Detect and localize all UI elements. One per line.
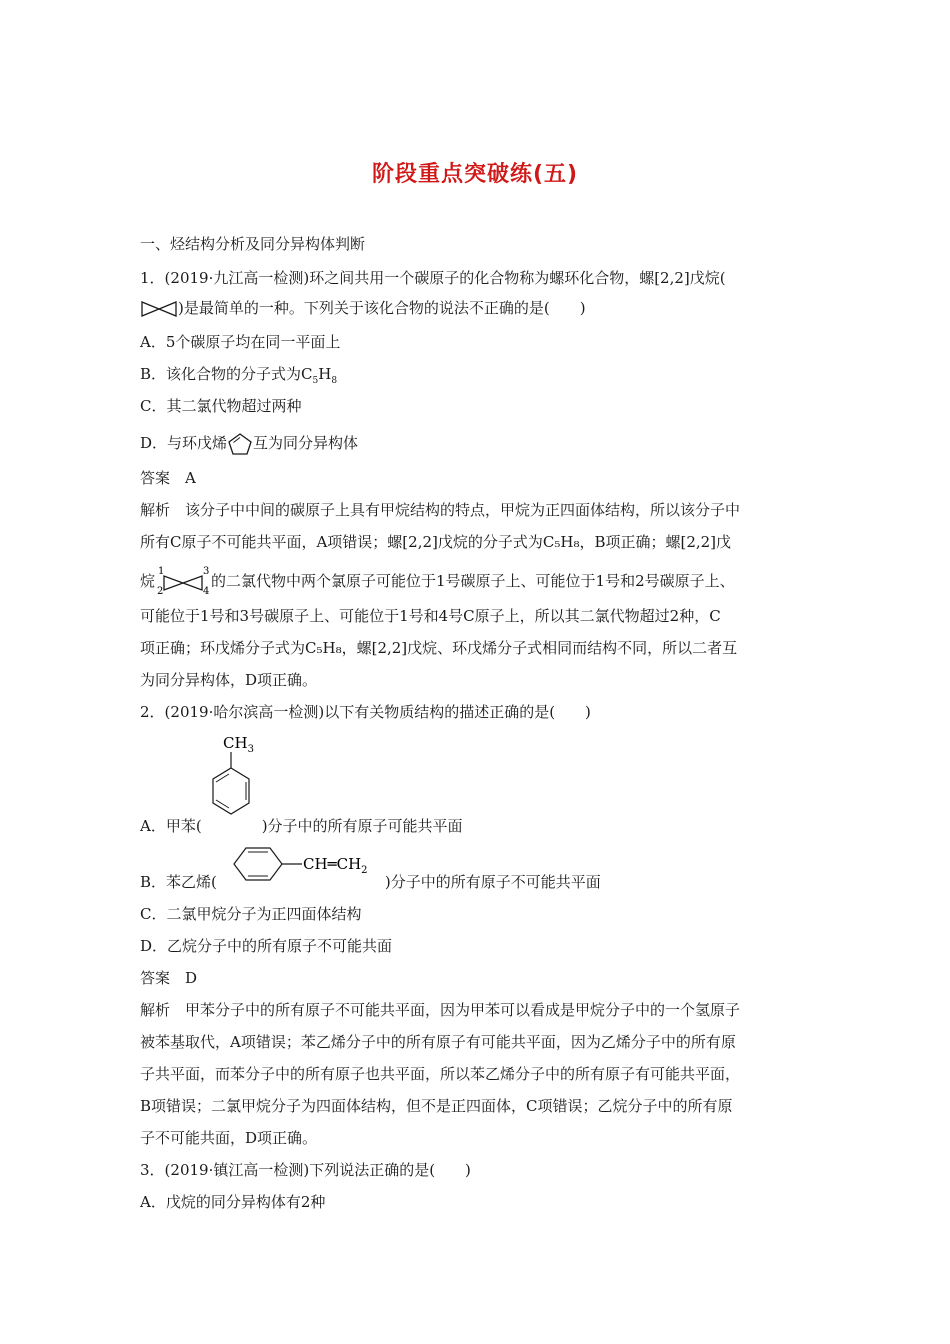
q1-stem-text: )是最简单的一种。下列关于该化合物的说法不正确的是( ) [178,299,586,317]
page-title: 阶段重点突破练(五) [371,162,579,187]
carbon-number-label: 3 [203,566,210,577]
carbon-number-label: 1 [158,566,165,577]
q1-explanation-line1: 解析 该分子中中间的碳原子上具有甲烷结构的特点，甲烷为正四面体结构，所以该分子中 [140,501,741,519]
q1-answer: 答案 A [140,469,196,487]
q1-option-d [140,432,358,456]
q3-option-a: A．戊烷的同分异构体有2种 [140,1193,326,1211]
q2-explanation-line4: B项错误；二氯甲烷分子为四面体结构，但不是正四面体，C项错误；乙烷分子中的所有原 [140,1097,733,1115]
q2-explanation-line2: 被苯基取代，A项错误；苯乙烯分子中的所有原子有可能共平面，因为乙烯分子中的所有原 [140,1033,736,1051]
q3-stem: 3．(2019·镇江高一检测)下列说法正确的是( ) [140,1161,471,1179]
q1-option-c: C．其二氯代物超过两种 [140,397,302,415]
carbon-number-label: 4 [203,586,210,597]
q1-explanation-line3 [140,566,735,598]
q2-option-d: D．乙烷分子中的所有原子不可能共面 [140,937,393,955]
formula-subscript: 5 [312,376,319,386]
q2-option-a [140,816,463,836]
q2-option-a-tail: )分子中的所有原子可能共平面 [261,817,463,835]
q1-option-b [140,364,337,391]
q2-explanation-line5: 子不可能共面，D项正确。 [140,1129,318,1147]
q2-option-c: C．二氯甲烷分子为正四面体结构 [140,905,362,923]
q2-answer: 答案 D [140,969,198,987]
q1-explanation-line4: 可能位于1号和3号碳原子上、可能位于1号和4号C原子上，所以其二氯代物超过2种，C [140,607,721,625]
q1-stem-line1: 1．(2019·九江高一检测)环之间共用一个碳原子的化合物称为螺环化合物，螺[2,2]戊烷( [140,269,726,287]
formula-h: H [318,365,332,383]
q1-option-a: A．5个碳原子均在同一平面上 [140,333,341,351]
carbon-number-label: 2 [157,586,164,597]
q1-explanation-line5: 项正确；环戊烯分子式为C₅H₈，螺[2,2]戊烷、环戊烯分子式相同而结构不同，所以二者互 [140,639,738,657]
q2-option-b-text: B．苯乙烯( [140,873,217,891]
q1-explanation-tail: 的二氯代物中两个氯原子可能位于1号碳原子上、可能位于1号和2号碳原子上、 [211,572,735,590]
q1-stem-line2 [140,298,586,319]
q1-option-d-text: D．与环戊烯 [140,434,228,452]
q1-explanation-line6: 为同分异构体，D项正确。 [140,671,318,689]
q1-explanation-line2: 所有C原子不可能共平面，A项错误；螺[2,2]戊烷的分子式为C₅H₈，B项正确；螺[2,2]戊 [140,533,732,551]
cyclopentene-structure-icon [227,432,253,456]
q1-option-b-text: B．该化合物的分子式为C [140,365,313,383]
q2-explanation-line3: 子共平面，而苯分子中的所有原子也共平面，所以苯乙烯分子中的所有原子有可能共平面， [140,1065,741,1083]
q2-explanation-line1: 解析 甲苯分子中的所有原子不可能共平面，因为甲苯可以看成是甲烷分子中的一个氢原子 [140,1001,741,1019]
styrene-structure-icon [226,844,392,884]
q2-option-a-text: A．甲苯( [140,817,202,835]
spiropentane-structure-icon [140,299,178,319]
section-heading: 一、烃结构分析及同分异构体判断 [140,235,366,253]
formula-subscript: 8 [331,376,338,386]
vinyl-group-label: $CH═CH_2$ [303,855,368,876]
methyl-group-label: $CH_3$ [223,734,254,755]
q2-option-b-tail: )分子中的所有原子不可能共平面 [384,873,601,891]
numbered-spiropentane-icon [155,566,211,598]
q1-option-d-tail: 互为同分异构体 [253,434,359,452]
q2-stem: 2．(2019·哈尔滨高一检测)以下有关物质结构的描述正确的是( ) [140,703,591,721]
q1-explanation-text: 烷 [140,572,156,590]
